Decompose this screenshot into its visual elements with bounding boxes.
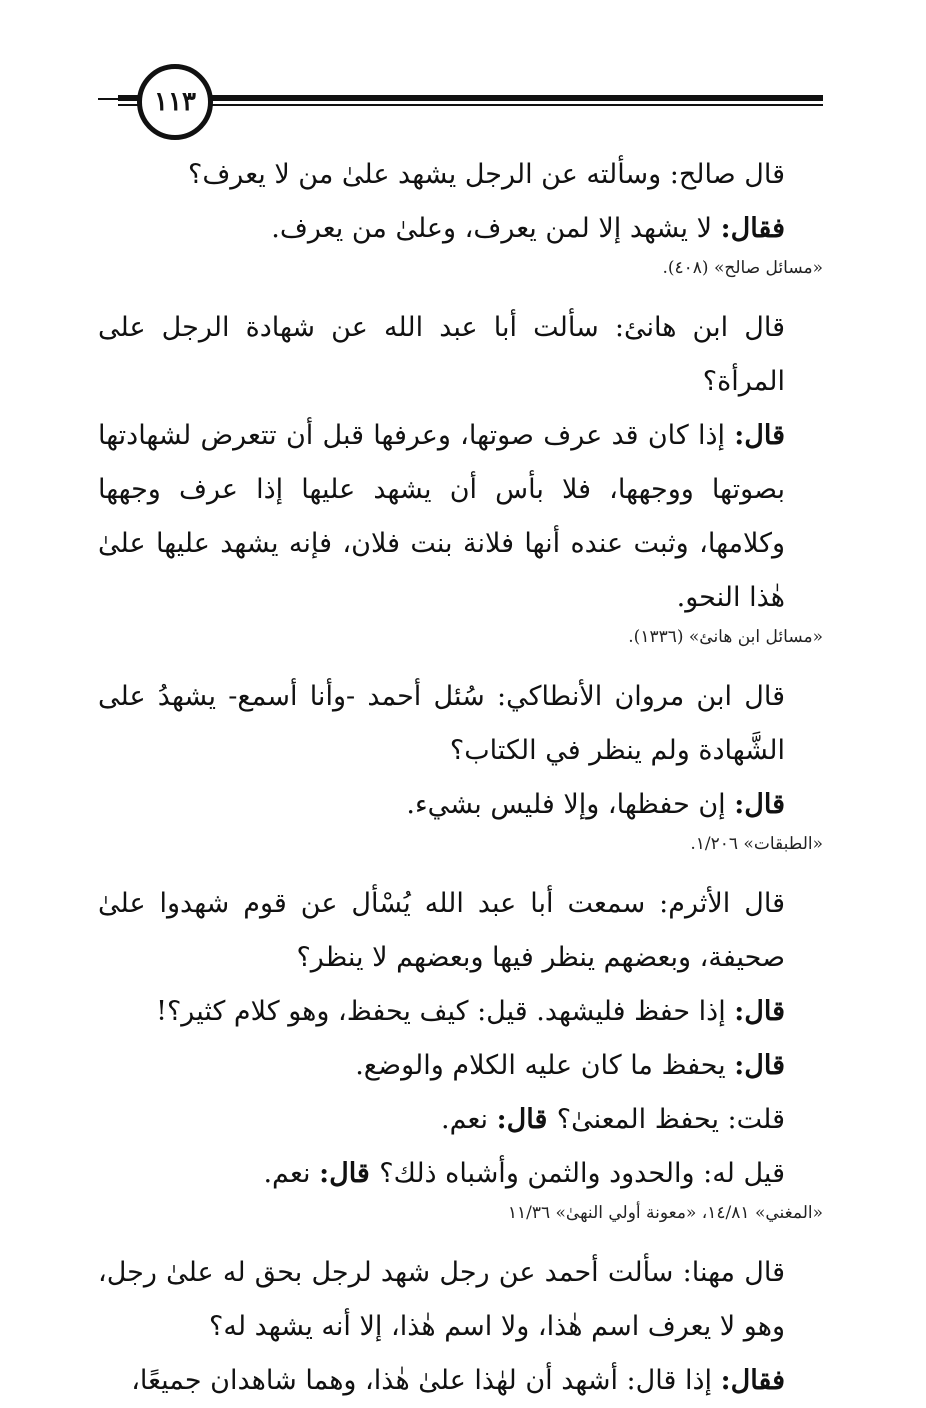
speaker-label: قال: [734, 996, 785, 1027]
question-paragraph: قال ابن مروان الأنطاكي: سُئل أحمد -وأنا أسمع- يشهدُ على الشَّهادة ولم ينظر في الكتاب؟ [98, 681, 785, 766]
answer-paragraph: قال: إذا حفظ فليشهد. قيل: كيف يحفظ، وهو كلام كثير؟! [156, 996, 785, 1027]
speaker-label: قال: [319, 1158, 380, 1189]
speaker-label: قال: [496, 1104, 557, 1135]
question-paragraph: قال الأثرم: سمعت أبا عبد الله يُسْأل عن قوم شهدوا علىٰ صحيفة، وبعضهم ينظر فيها وبعضهم لا ينظر؟ [98, 888, 785, 973]
source-citation: «مسائل ابن هانئ» (١٣٣٦). [628, 627, 823, 647]
entry-block [98, 670, 823, 855]
header-rule-thin [118, 104, 823, 106]
source-citation: «الطبقات» ١/٢٠٦. [690, 834, 823, 854]
speaker-label: قال: [734, 789, 785, 820]
question-paragraph: قال مهنا: سألت أحمد عن رجل شهد لرجل بحق له علىٰ رجل، وهو لا يعرف اسم هٰذا، ولا اسم هٰذا، إلا أنه يشهد له؟ [98, 1257, 785, 1342]
source-citation: «المغني» ١٤/٨١، «معونة أولي النهىٰ» ١١/٣٦ [507, 1203, 823, 1223]
question-paragraph: قلت: يحفظ المعنىٰ؟ قال: نعم. [440, 1104, 785, 1135]
question-paragraph: قال صالح: وسألته عن الرجل يشهد علىٰ من لا يعرف؟ [187, 159, 785, 190]
question-paragraph: قال ابن هانئ: سألت أبا عبد الله عن شهادة الرجل على المرأة؟ [98, 312, 785, 397]
entry-block [98, 877, 823, 1224]
speaker-label: قال: [734, 420, 785, 451]
answer-paragraph: فقال: إذا قال: أشهد أن لهٰذا علىٰ هٰذا، وهما شاهدان جميعًا، [131, 1365, 785, 1396]
question-paragraph: قيل له: والحدود والثمن وأشباه ذلك؟ قال: نعم. [263, 1158, 785, 1189]
entry-block [98, 301, 823, 648]
speaker-label: فقال: [720, 1365, 785, 1396]
entry-block [98, 1246, 823, 1408]
source-citation: «مسائل صالح» (٤٠٨). [662, 258, 823, 278]
answer-paragraph: قال: إن حفظها، وإلا فليس بشيء. [406, 789, 785, 820]
answer-paragraph: قال: يحفظ ما كان عليه الكلام والوضع. [355, 1050, 785, 1081]
page-header [0, 0, 926, 150]
speaker-label: فقال: [720, 213, 785, 244]
page-number: ١١٣ [137, 64, 213, 140]
answer-paragraph: فقال: لا يشهد إلا لمن يعرف، وعلىٰ من يعرف. [271, 213, 785, 244]
page-body [98, 148, 823, 1408]
answer-paragraph: قال: إذا كان قد عرف صوتها، وعرفها قبل أن تتعرض لشهادتها بصوتها ووجهها، فلا بأس أن يشهد عليها إذا عرف وجهها وكلامها، وثبت عنده أنها فلانة بنت فلان، فإنه يشهد عليها علىٰ هٰذا النحو. [98, 420, 785, 613]
speaker-label: قال: [734, 1050, 785, 1081]
header-rule-thick [118, 95, 823, 101]
entry-block [98, 148, 823, 279]
